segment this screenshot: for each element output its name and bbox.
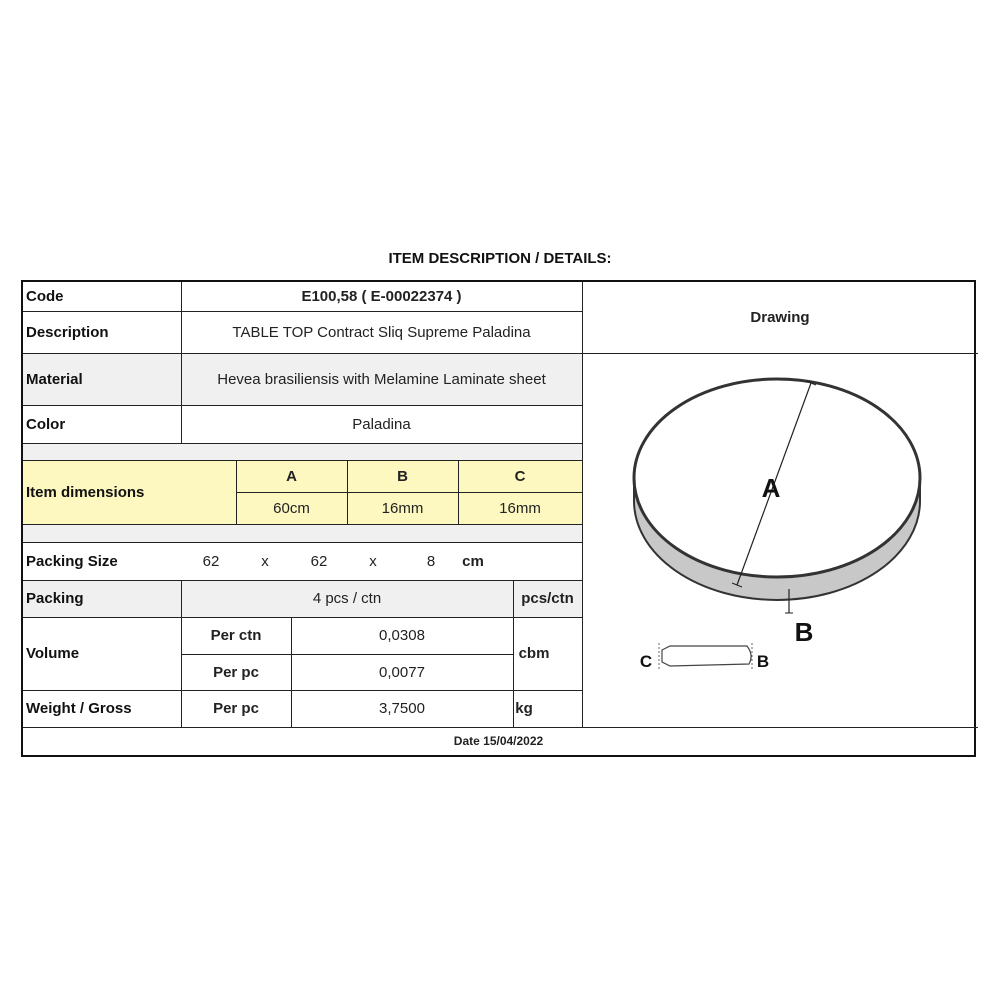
packing-label: Packing	[26, 590, 84, 607]
edge-profile	[662, 646, 751, 666]
volume-per-pc-label: Per pc	[213, 663, 259, 681]
packing-size-x1: x	[261, 552, 269, 570]
volume-per-ctn-value: 0,0308	[379, 627, 425, 644]
code-label: Code	[26, 288, 64, 305]
table-top-drawing	[582, 353, 978, 727]
packing-unit: pcs/ctn	[521, 590, 574, 607]
dimensions-label: Item dimensions	[26, 483, 145, 501]
weight-unit: kg	[515, 700, 533, 717]
spacer-band-top	[23, 443, 582, 460]
spacer-band-bottom	[23, 524, 582, 542]
code-value: E100,58 ( E-00022374 )	[301, 288, 462, 305]
weight-value: 3,7500	[379, 700, 425, 717]
weight-per-pc-label: Per pc	[213, 700, 259, 717]
dimension-b-letter: B	[794, 617, 814, 647]
dim-header-a: A	[286, 467, 297, 485]
details-table	[21, 280, 976, 757]
dim-header-c: C	[514, 467, 526, 485]
description-value: TABLE TOP Contract Sliq Supreme Paladina	[232, 323, 531, 341]
dim-header-b: B	[397, 467, 408, 485]
volume-per-pc-value: 0,0077	[379, 663, 425, 681]
dim-value-a: 60cm	[273, 499, 310, 517]
packing-size-length: 62	[202, 552, 220, 570]
description-label: Description	[26, 323, 109, 341]
footer-date: Date 15/04/2022	[453, 734, 544, 748]
weight-label: Weight / Gross	[26, 700, 132, 717]
volume-unit: cbm	[518, 645, 550, 662]
material-label: Material	[26, 370, 83, 388]
color-label: Color	[26, 415, 66, 433]
packing-size-x2: x	[369, 552, 377, 570]
dimension-c-letter: C	[639, 652, 653, 671]
packing-size-width: 62	[310, 552, 328, 570]
dim-value-b: 16mm	[381, 499, 424, 517]
page-title: ITEM DESCRIPTION / DETAILS:	[388, 250, 612, 267]
drawing-header: Drawing	[750, 309, 810, 326]
dimension-b-small-letter: B	[756, 652, 770, 671]
dimension-a-letter: A	[761, 473, 781, 503]
volume-per-ctn-label: Per ctn	[210, 627, 262, 644]
volume-label: Volume	[26, 645, 80, 662]
packing-value: 4 pcs / ctn	[312, 590, 382, 607]
material-value: Hevea brasiliensis with Melamine Laminate sheet	[217, 370, 546, 388]
packing-size-label: Packing Size	[26, 552, 118, 570]
packing-size-unit: cm	[462, 552, 484, 570]
dim-value-c: 16mm	[499, 499, 541, 517]
color-value: Paladina	[352, 415, 411, 433]
packing-size-height: 8	[426, 552, 436, 570]
